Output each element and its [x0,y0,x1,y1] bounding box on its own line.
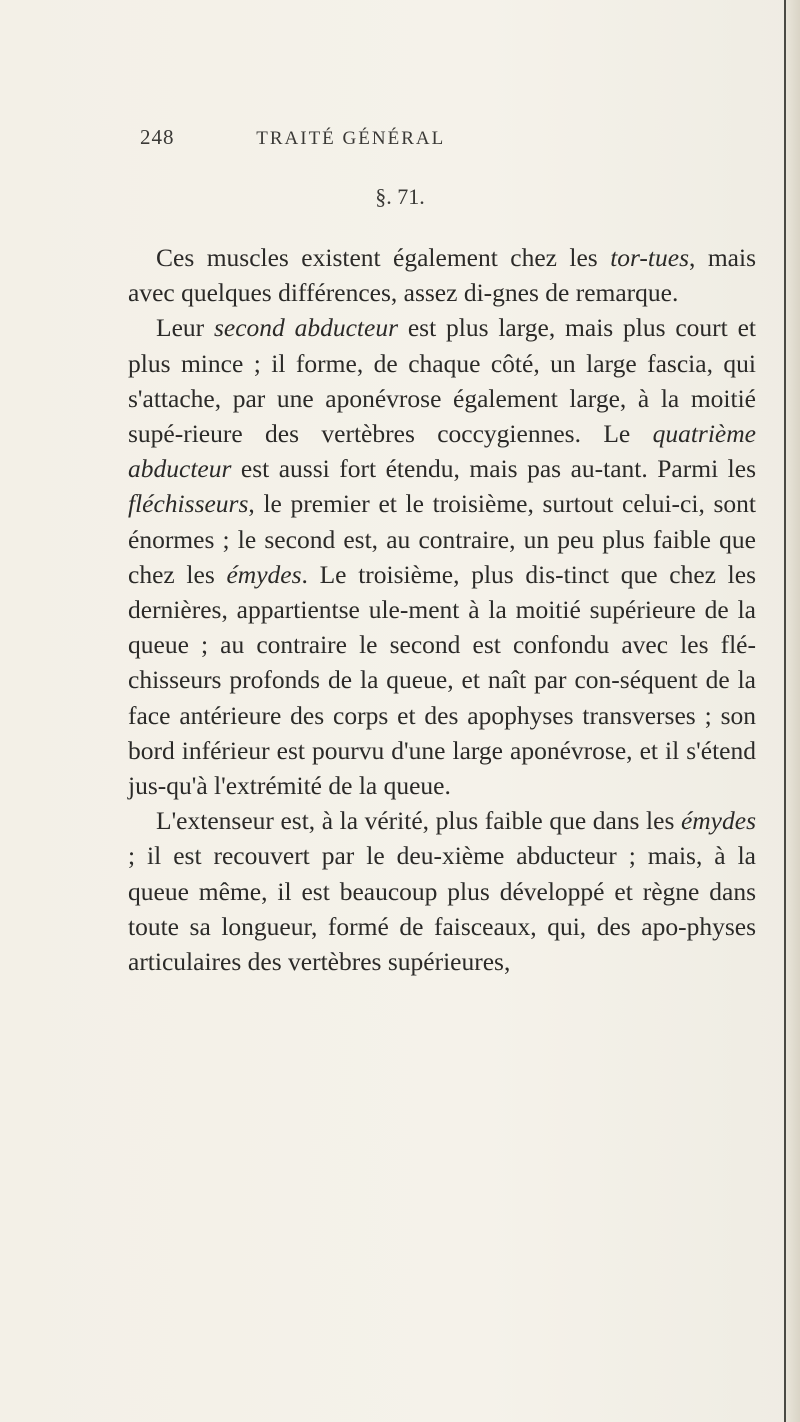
text-run: ; il est recouvert par le deu-xième abducteur ; mais, à la queue même, il est beaucoup plus développé et règne dans toute sa longueur, formé de faisceaux, qui, des apo-physes articulaires des vertèbres supérieures, [128,841,756,977]
text-run: . Le troisième, plus dis-tinct que chez les dernières, appartientse ule-ment à la moitié supérieure de la queue ; au contraire le second est confondu avec les flé-chisseurs profonds de la queue, et naît par con-séquent de la face antérieure des corps et des apophyses transverses ; son bord inférieur est pourvu d'une large aponévrose, et il s'étend jus-qu'à l'extrémité de la queue. [128,559,756,801]
section-label: §. 71. [375,184,425,209]
text-run: , le premier et le troisième, surtout celui-ci, sont énormes ; le second est, au contraire, un peu plus faible que chez les [128,489,756,589]
page-edge [784,0,800,1422]
italic-term: second abducteur [213,313,399,343]
text-run: L'extenseur est, à la vérité, plus faible que dans les [156,806,681,836]
text-run: Ces muscles existent également chez les [156,243,611,272]
text-run: , mais avec quelques différences, assez di-gnes de remarque. [128,243,756,308]
paragraph [128,240,756,310]
text-run: Leur [156,313,214,343]
paragraph [128,310,756,803]
body-text [128,240,756,979]
italic-term: émydes [680,806,756,836]
italic-term: émydes [226,559,302,589]
text-run: est plus large, mais plus court et plus mince ; il forme, de chaque côté, un large fascia, qui s'attache, par une aponévrose également large, à la moitié supé-rieure des vertèbres coccygiennes. Le [128,313,756,449]
italic-term: tor-tues [610,243,690,272]
running-title: TRAITÉ GÉNÉRAL [256,128,446,149]
italic-term: quatrième abducteur [128,419,756,484]
paragraph [128,803,756,979]
running-head [140,125,620,150]
text-run: est aussi fort étendu, mais pas au-tant. Parmi les [231,454,756,484]
page-number: 248 [140,125,175,149]
italic-term: fléchisseurs [128,489,249,519]
